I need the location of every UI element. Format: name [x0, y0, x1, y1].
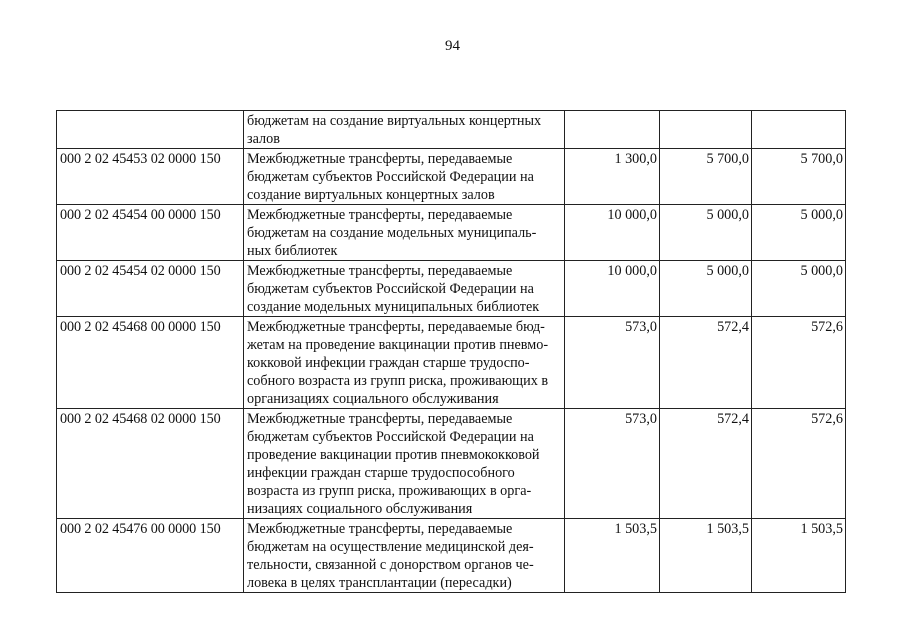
amount-year-3: 5 000,0 [752, 205, 846, 261]
description-line: бюджетам на создание модельных муниципаль- [247, 225, 537, 241]
amount-year-1: 10 000,0 [565, 261, 660, 317]
item-description [244, 409, 565, 519]
amount-year-2: 572,4 [660, 317, 752, 409]
description-line: Межбюджетные трансферты, передаваемые [247, 263, 513, 279]
description-line: возраста из групп риска, проживающих в орга- [247, 483, 532, 499]
description-line: создание виртуальных концертных залов [247, 187, 495, 203]
amount-year-1: 1 503,5 [565, 519, 660, 593]
description-line: Межбюджетные трансферты, передаваемые [247, 207, 513, 223]
item-description [244, 317, 565, 409]
budget-code: 000 2 02 45453 02 0000 150 [57, 149, 244, 205]
budget-code: 000 2 02 45454 02 0000 150 [57, 261, 244, 317]
budget-code: 000 2 02 45476 00 0000 150 [57, 519, 244, 593]
description-line: кокковой инфекции граждан старше трудоспо- [247, 355, 530, 371]
table-row [57, 317, 846, 409]
amount-year-2: 1 503,5 [660, 519, 752, 593]
description-line: бюджетам на осуществление медицинской дея- [247, 539, 534, 555]
budget-code [57, 111, 244, 149]
description-line: тельности, связанной с донорством органов че- [247, 557, 534, 573]
description-line: собного возраста из групп риска, проживающих в [247, 373, 549, 389]
amount-year-2: 572,4 [660, 409, 752, 519]
description-line: Межбюджетные трансферты, передаваемые бюд- [247, 319, 545, 335]
description-line: Межбюджетные трансферты, передаваемые [247, 151, 513, 167]
description-line: Межбюджетные трансферты, передаваемые [247, 411, 513, 427]
description-line: залов [247, 131, 280, 147]
description-line: инфекции граждан старше трудоспособного [247, 465, 515, 481]
item-description [244, 205, 565, 261]
item-description [244, 111, 565, 149]
description-line: бюджетам на создание виртуальных концертных [247, 113, 542, 129]
budget-code: 000 2 02 45468 00 0000 150 [57, 317, 244, 409]
amount-year-2: 5 000,0 [660, 261, 752, 317]
amount-year-3: 5 000,0 [752, 261, 846, 317]
description-line: ловека в целях трансплантации (пересадки) [247, 575, 512, 591]
amount-year-1: 1 300,0 [565, 149, 660, 205]
description-line: бюджетам субъектов Российской Федерации на [247, 429, 534, 445]
description-line: Межбюджетные трансферты, передаваемые [247, 521, 513, 537]
amount-year-2: 5 700,0 [660, 149, 752, 205]
amount-year-3: 572,6 [752, 409, 846, 519]
amount-year-2: 5 000,0 [660, 205, 752, 261]
description-line: низациях социального обслуживания [247, 501, 473, 517]
amount-year-1: 573,0 [565, 317, 660, 409]
page-number: 94 [445, 38, 460, 54]
table-row [57, 409, 846, 519]
amount-year-3: 572,6 [752, 317, 846, 409]
table-row [57, 205, 846, 261]
item-description [244, 519, 565, 593]
table-row [57, 261, 846, 317]
budget-code: 000 2 02 45468 02 0000 150 [57, 409, 244, 519]
description-line: ных библиотек [247, 243, 338, 259]
description-line: бюджетам субъектов Российской Федерации на [247, 169, 534, 185]
description-line: бюджетам субъектов Российской Федерации на [247, 281, 534, 297]
description-line: организациях социального обслуживания [247, 391, 499, 407]
table-row [57, 111, 846, 149]
amount-year-3 [752, 111, 846, 149]
table-row [57, 519, 846, 593]
description-line: жетам на проведение вакцинации против пневмо- [247, 337, 549, 353]
description-line: проведение вакцинации против пневмококковой [247, 447, 540, 463]
budget-table [56, 110, 846, 593]
amount-year-3: 5 700,0 [752, 149, 846, 205]
budget-code: 000 2 02 45454 00 0000 150 [57, 205, 244, 261]
amount-year-3: 1 503,5 [752, 519, 846, 593]
item-description [244, 261, 565, 317]
description-line: создание модельных муниципальных библиотек [247, 299, 540, 315]
amount-year-1: 10 000,0 [565, 205, 660, 261]
amount-year-1: 573,0 [565, 409, 660, 519]
table-row [57, 149, 846, 205]
amount-year-1 [565, 111, 660, 149]
item-description [244, 149, 565, 205]
amount-year-2 [660, 111, 752, 149]
